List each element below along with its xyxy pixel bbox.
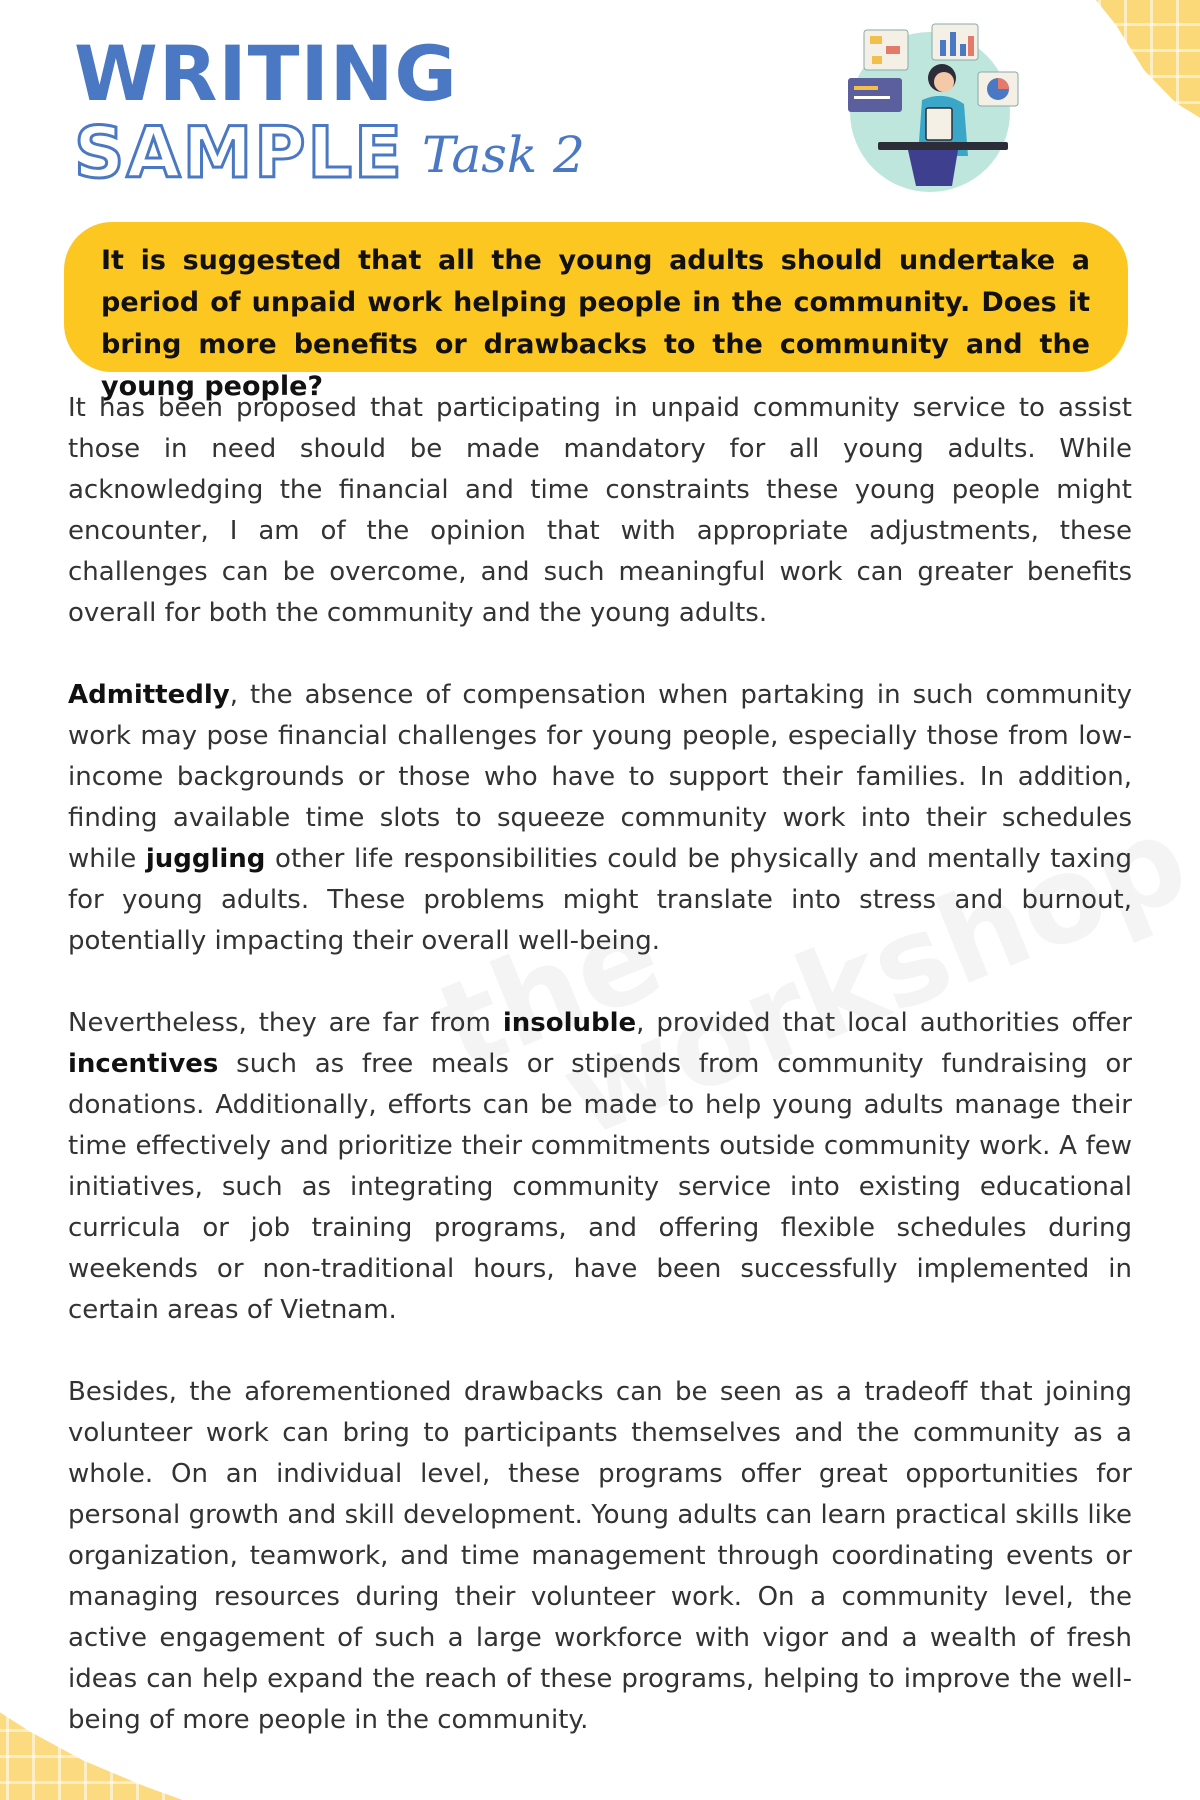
task-prompt-text: It is suggested that all the young adults should undertake a period of unpaid work helping people in the community. Does it bring more benefits or drawbacks to the community and the young people? [101, 245, 1090, 402]
title-task-label: Task 2 [421, 126, 585, 184]
essay-paragraph-4 [68, 1372, 1132, 1741]
essay-paragraph-2 [68, 675, 1132, 962]
essay-p3-text-3: such as free meals or stipends from community fundraising or donations. Additionally, efforts can be made to help young adults manage their time effectively and prioritize their commitments outside community work. A few initiatives, such as integrating community service into existing educational curricula or job training programs, and offering flexible schedules during weekends or non-traditional hours, have been successfully implemented in certain areas of Vietnam. [68, 1049, 1132, 1325]
essay-p1-text: It has been proposed that participating in unpaid community service to assist those in need should be made mandatory for all young adults. While acknowledging the financial and time constraints these young people might encounter, I am of the opinion that with appropriate adjustments, these challenges can be overcome, and such meaningful work can greater benefits overall for both the community and the young adults. [68, 393, 1132, 628]
title-writing: WRITING [74, 29, 458, 118]
illustration-desk [878, 142, 1008, 150]
essay-p3-bold-insoluble: insoluble [502, 1008, 637, 1038]
essay-paragraph-3 [68, 1003, 1132, 1331]
illustration-chair [908, 150, 958, 186]
title-sample: SAMPLE [74, 112, 404, 194]
essay-p2-text-1: , the absence of compensation when partaking in such community work may pose financial challenges for young people, especially those from low-income backgrounds or those who have to support their families. In addition, finding available time slots to squeeze community work into their schedules while [68, 680, 1132, 874]
page-title [74, 29, 585, 194]
illustration-panel-card [848, 78, 902, 112]
essay-paragraph-1 [68, 388, 1132, 634]
title-row [74, 112, 585, 194]
essay-body [68, 388, 1132, 1782]
essay-p2-bold-admittedly: Admittedly [68, 680, 230, 710]
essay-p3-text-2: , provided that local authorities offer [636, 1008, 1132, 1038]
illustration-tablet [926, 108, 952, 140]
essay-p2-bold-juggling: juggling [145, 844, 266, 874]
woman-at-desk-illustration-icon [838, 16, 1028, 196]
essay-p2-text-2: other life responsibilities could be physically and mentally taxing for young adults. These problems might translate into stress and burnout, potentially impacting their overall well-being. [68, 844, 1132, 956]
task-prompt-box [64, 222, 1128, 402]
illustration-person-face [934, 72, 954, 92]
essay-p4-text: Besides, the aforementioned drawbacks can be seen as a tradeoff that joining volunteer work can bring to participants themselves and the community as a whole. On an individual level, these programs offer great opportunities for personal growth and skill development. Young adults can learn practical skills like organization, teamwork, and time management through coordinating events or managing resources during their volunteer work. On a community level, the active engagement of such a large workforce with vigor and a wealth of fresh ideas can help expand the reach of these programs, helping to improve the well-being of more people in the community. [68, 1377, 1132, 1735]
decorative-grid-corner-top-right [1020, 0, 1200, 130]
essay-p3-bold-incentives: incentives [68, 1049, 219, 1079]
essay-p3-text-1: Nevertheless, they are far from [68, 1008, 503, 1038]
